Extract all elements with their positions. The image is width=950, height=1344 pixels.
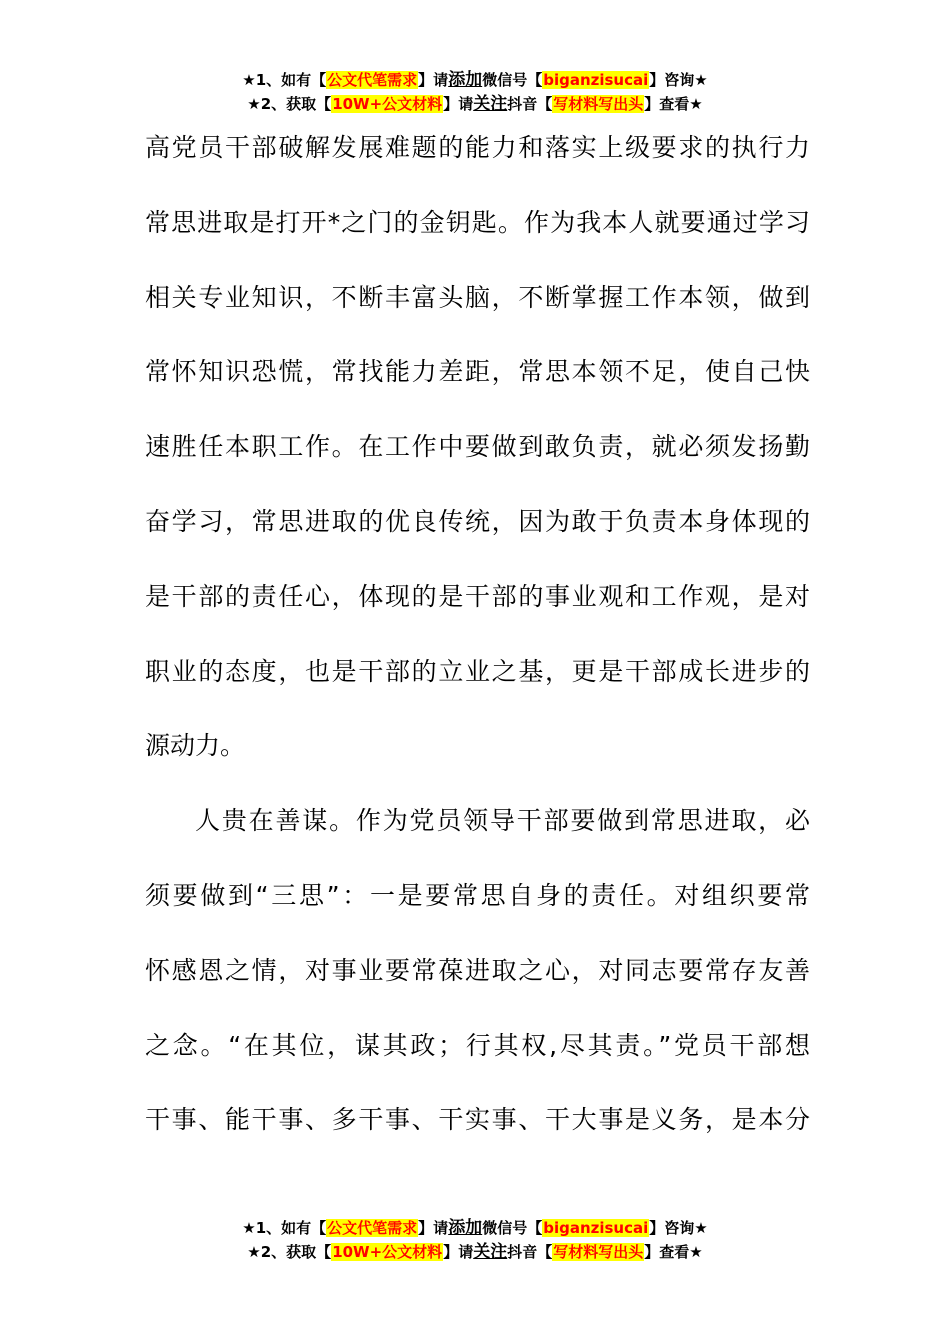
banner-text: ★2、获取【: [247, 95, 332, 113]
header-banner: [0, 68, 950, 116]
body-line: 怀感恩之情，对事业要常葆进取之心，对同志要常存友善: [145, 955, 810, 985]
paragraph-start-line: 人贵在善谋。作为党员领导干部要做到常思进取，必: [195, 806, 810, 836]
underlined-text: 关注: [473, 1242, 508, 1262]
banner-line-1: [0, 1216, 950, 1240]
banner-text: ★2、获取【: [247, 1243, 332, 1261]
highlight-text: 写材料写出头: [553, 95, 644, 113]
body-line: 须要做到“三思”：一是要常思自身的责任。对组织要常: [145, 880, 810, 910]
banner-text: 】查看★: [644, 1243, 703, 1261]
underlined-text: 添加: [448, 1218, 483, 1238]
body-line: 速胜任本职工作。在工作中要做到敢负责，就必须发扬勤: [145, 432, 810, 462]
banner-text: 】查看★: [644, 95, 703, 113]
banner-line-1: [0, 68, 950, 92]
highlight-text: 公文代笔需求: [327, 1219, 418, 1237]
footer-banner: [0, 1216, 950, 1264]
body-line: 源动力。: [145, 731, 246, 761]
highlight-text: 10W+公文材料: [332, 1243, 443, 1261]
banner-text: 抖音【: [507, 1243, 553, 1261]
banner-text: 微信号【: [482, 1219, 543, 1237]
body-line: 常思进取是打开*之门的金钥匙。作为我本人就要通过学习: [145, 207, 810, 237]
banner-text: 】咨询★: [649, 1219, 708, 1237]
banner-text: ★1、如有【: [242, 71, 327, 89]
highlight-text: biganzisucai: [543, 71, 649, 89]
banner-text: 】请: [443, 1243, 474, 1261]
body-line: 干事、能干事、多干事、干实事、干大事是义务，是本分: [145, 1105, 810, 1135]
highlight-text: 公文代笔需求: [327, 71, 418, 89]
banner-text: 】咨询★: [649, 71, 708, 89]
body-line: 常怀知识恐慌，常找能力差距，常思本领不足，使自己快: [145, 357, 810, 387]
banner-text: 】请: [418, 1219, 449, 1237]
body-line: 之念。“在其位，谋其政；行其权,尽其责。”党员干部想: [145, 1030, 810, 1060]
body-line: 高党员干部破解发展难题的能力和落实上级要求的执行力: [145, 133, 810, 162]
body-line: 职业的态度，也是干部的立业之基，更是干部成长进步的: [145, 656, 810, 686]
banner-text: 】请: [418, 71, 449, 89]
banner-text: 】请: [443, 95, 474, 113]
body-line: 是干部的责任心，体现的是干部的事业观和工作观，是对: [145, 581, 810, 611]
underlined-text: 关注: [473, 94, 508, 114]
banner-text: ★1、如有【: [242, 1219, 327, 1237]
highlight-text: 写材料写出头: [553, 1243, 644, 1261]
body-line: 相关专业知识，不断丰富头脑，不断掌握工作本领，做到: [145, 282, 810, 312]
highlight-text: biganzisucai: [543, 1219, 649, 1237]
highlight-text: 10W+公文材料: [332, 95, 443, 113]
underlined-text: 添加: [448, 70, 483, 90]
body-line: 奋学习，常思进取的优良传统，因为敢于负责本身体现的: [145, 506, 810, 536]
document-body: [145, 111, 810, 1158]
banner-line-2: [0, 1240, 950, 1264]
banner-text: 微信号【: [482, 71, 543, 89]
banner-text: 抖音【: [507, 95, 553, 113]
